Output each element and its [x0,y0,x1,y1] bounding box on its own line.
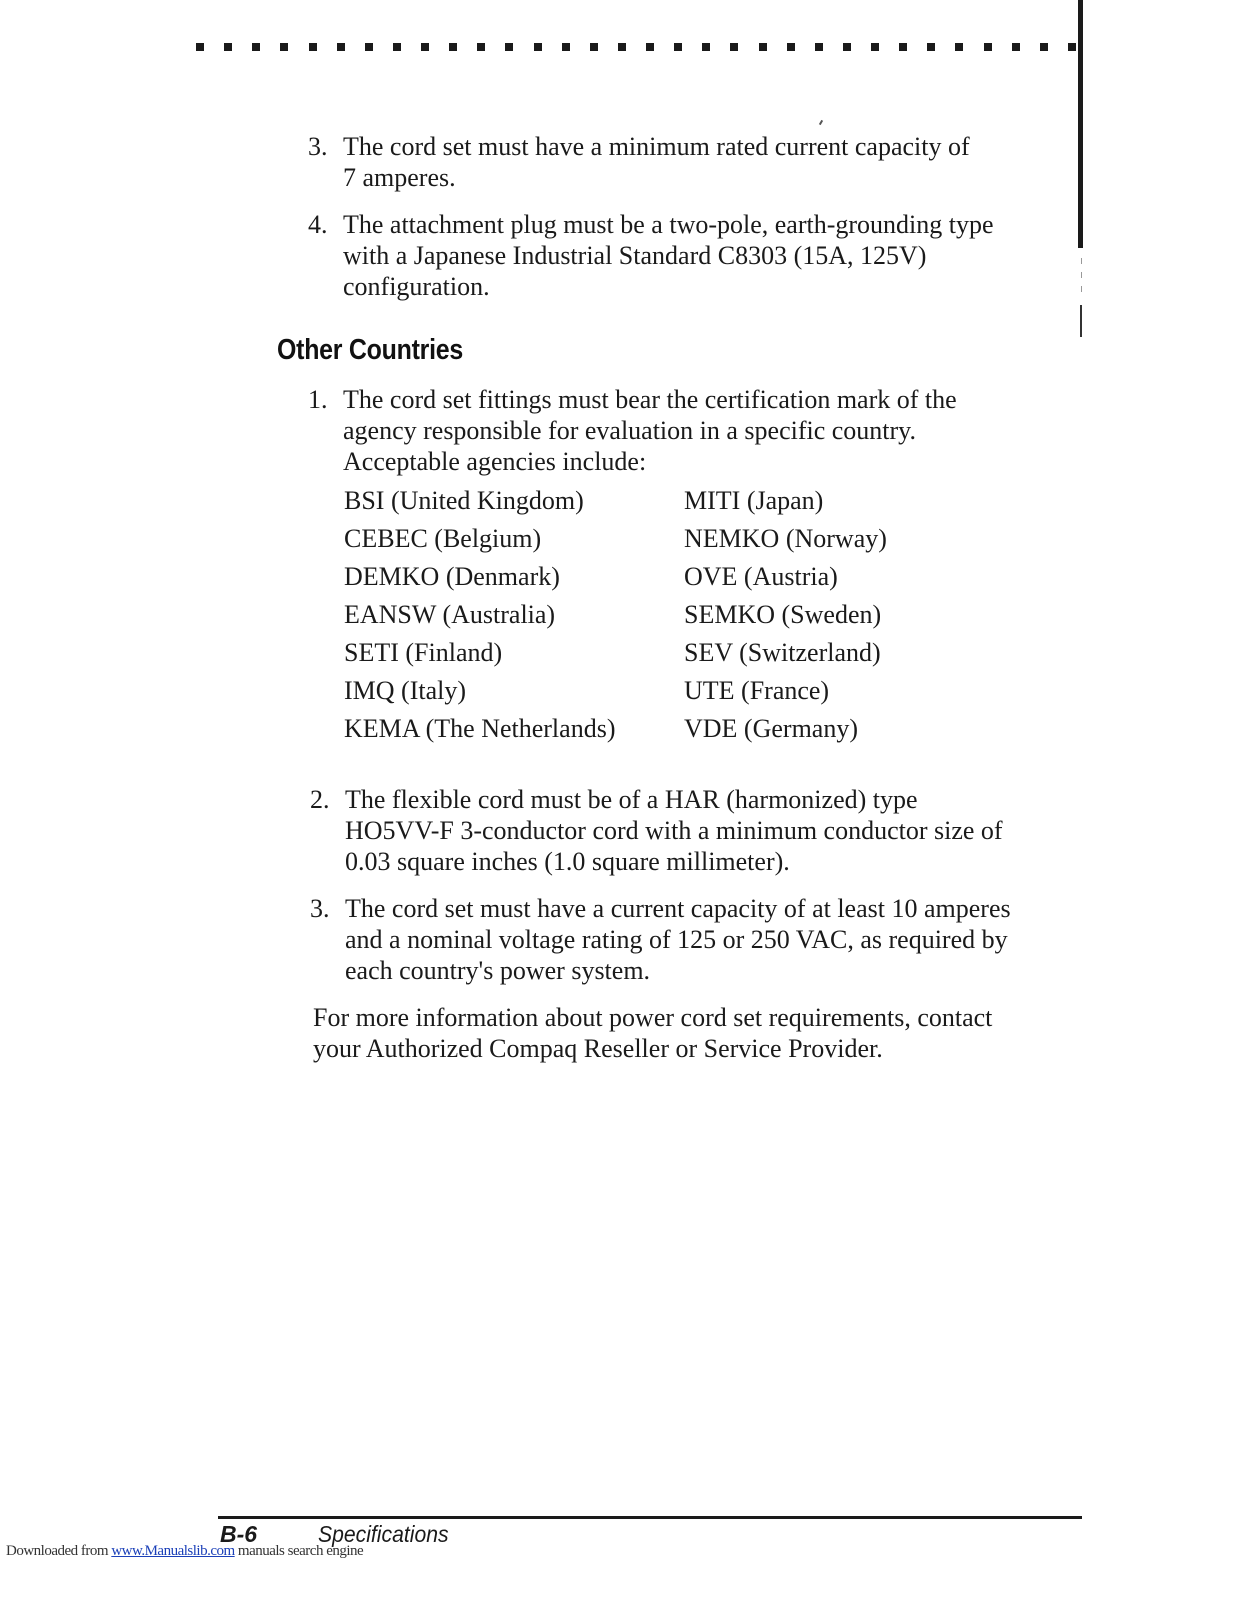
item-text-line: The cord set fittings must bear the certification mark of the [343,385,957,414]
item-text-line: The attachment plug must be a two-pole, earth-grounding type [343,210,994,239]
header-dot [955,43,963,51]
agency-right: MITI (Japan) [684,486,824,515]
watermark-prefix: Downloaded from [6,1543,112,1559]
watermark-suffix: manuals search engine [234,1543,364,1559]
header-dot [449,43,457,51]
header-dot [309,43,317,51]
agency-left: CEBEC (Belgium) [344,524,542,553]
item-number: 4. [308,210,328,239]
scan-mark [1081,272,1082,278]
section-heading: Other Countries [277,334,463,366]
item-text-line: and a nominal voltage rating of 125 or 250 VAC, as required by [345,925,1008,954]
agency-left: SETI (Finland) [344,638,503,667]
header-dot [1068,43,1076,51]
header-dot [280,43,288,51]
header-dot [477,43,485,51]
scan-mark [1081,286,1082,292]
paragraph-line: For more information about power cord set requirements, contact [313,1003,993,1032]
header-dot [759,43,767,51]
footer-section-title: Specifications [318,1521,449,1547]
item-text-line: configuration. [343,272,490,301]
agency-right: SEMKO (Sweden) [684,600,882,629]
header-dot [618,43,626,51]
agency-left: IMQ (Italy) [344,676,467,705]
scan-mark [1081,258,1082,264]
manualslib-link[interactable]: www.Manualslib.com [111,1543,235,1559]
header-dot [899,43,907,51]
header-dot [534,43,542,51]
header-dot [1040,43,1048,51]
item-text-line: The flexible cord must be of a HAR (harmonized) type [345,785,918,814]
item-number: 3. [310,894,330,923]
item-text-line: The cord set must have a current capacity of at least 10 amperes [345,894,1011,923]
item-number: 3. [308,132,328,161]
header-dot [337,43,345,51]
header-dot [702,43,710,51]
agency-left: KEMA (The Netherlands) [344,714,616,743]
item-text-line: agency responsible for evaluation in a specific country. [343,416,916,445]
header-dot [590,43,598,51]
header-dot [505,43,513,51]
header-dot [646,43,654,51]
agency-left: BSI (United Kingdom) [344,486,584,515]
item-text-line: each country's power system. [345,956,651,985]
header-dot [421,43,429,51]
item-text-line: The cord set must have a minimum rated current capacity of [343,132,970,161]
change-bar [1078,0,1083,248]
header-dot [843,43,851,51]
header-dot [984,43,992,51]
header-dot [562,43,570,51]
header-dot [815,43,823,51]
header-dot [674,43,682,51]
agency-left: EANSW (Australia) [344,600,556,629]
header-dot-rule [196,41,1076,53]
item-number: 1. [308,385,328,414]
closing-paragraph [313,1002,992,1064]
agency-right: SEV (Switzerland) [684,638,881,667]
agency-right: VDE (Germany) [684,714,858,743]
header-dot [927,43,935,51]
page-number: B-6 [220,1521,258,1547]
header-dot [393,43,401,51]
paragraph-line: your Authorized Compaq Reseller or Service Provider. [313,1034,883,1063]
header-dot [730,43,738,51]
item-text-line: 7 amperes. [343,163,456,192]
header-dot [365,43,373,51]
item-text-line: 0.03 square inches (1.0 square millimeter). [345,847,790,876]
agency-right: UTE (France) [684,676,830,705]
header-dot [224,43,232,51]
agency-right: NEMKO (Norway) [684,524,887,553]
agency-right: OVE (Austria) [684,562,838,591]
header-dot [871,43,879,51]
agency-left: DEMKO (Denmark) [344,562,560,591]
download-watermark [6,1543,363,1560]
item-text-line: with a Japanese Industrial Standard C8303 (15A, 125V) [343,241,927,270]
header-dot [252,43,260,51]
item-text-line: Acceptable agencies include: [343,447,647,476]
header-dot [787,43,795,51]
item-text-line: HO5VV-F 3-conductor cord with a minimum conductor size of [345,816,1003,845]
scan-mark [819,120,823,125]
header-dot [1012,43,1020,51]
item-number: 2. [310,785,330,814]
header-dot [196,43,204,51]
change-bar-short [1080,305,1082,337]
footer-rule [218,1516,1082,1519]
